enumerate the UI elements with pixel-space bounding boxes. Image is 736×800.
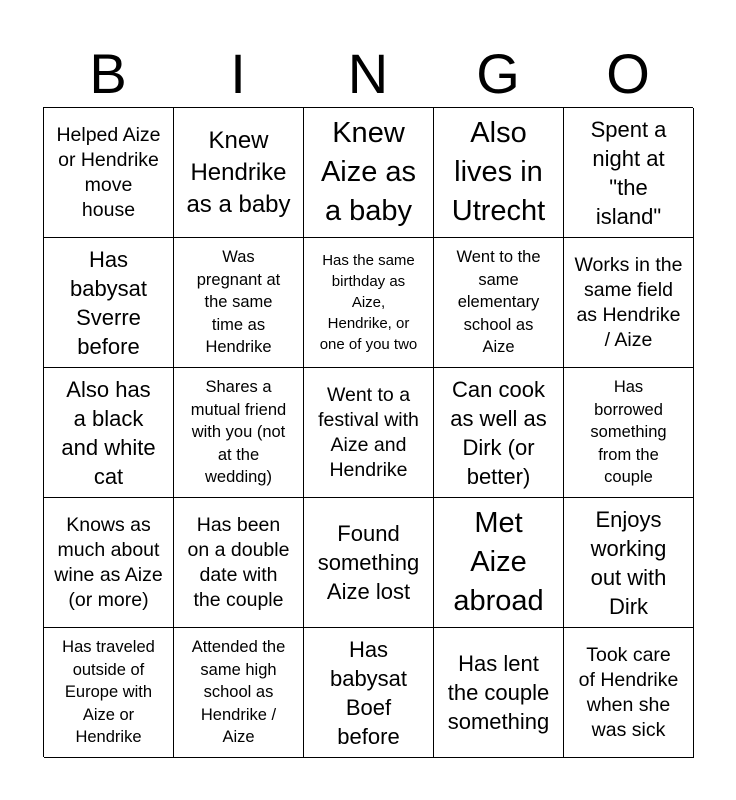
bingo-cell[interactable] bbox=[174, 368, 304, 498]
bingo-cell[interactable] bbox=[44, 368, 174, 498]
cell-text: Shares a mutual friend with you (not at the wedding) bbox=[190, 378, 287, 487]
bingo-cell[interactable] bbox=[44, 628, 174, 758]
cell-text: Has babysat Boef before bbox=[329, 636, 408, 749]
cell-text: Knew Hendrike as a baby bbox=[186, 126, 291, 218]
bingo-cell[interactable] bbox=[564, 238, 694, 368]
header-letter-i: I bbox=[230, 42, 246, 105]
cell-text: Went to the same elementary school as Aize bbox=[456, 248, 541, 357]
cell-text: Helped Aize or Hendrike move house bbox=[56, 123, 161, 221]
cell-text: Has babysat Sverre before bbox=[69, 246, 148, 359]
header-letter-b: B bbox=[89, 42, 127, 105]
cell-text: Knows as much about wine as Aize (or more) bbox=[54, 513, 163, 611]
bingo-cell[interactable] bbox=[564, 368, 694, 498]
cell-text: Met Aize abroad bbox=[453, 507, 544, 617]
bingo-cell[interactable] bbox=[44, 108, 174, 238]
bingo-cell[interactable] bbox=[174, 628, 304, 758]
bingo-cell[interactable] bbox=[434, 238, 564, 368]
cell-text: Knew Aize as a baby bbox=[320, 117, 417, 227]
cell-text: Was pregnant at the same time as Hendrike bbox=[196, 248, 281, 357]
bingo-cell[interactable] bbox=[304, 498, 434, 628]
cell-text: Has traveled outside of Europe with Aize or Hendrike bbox=[62, 638, 155, 747]
bingo-cell[interactable] bbox=[174, 108, 304, 238]
cell-text: Went to a festival with Aize and Hendrike bbox=[318, 383, 419, 481]
cell-text: Also lives in Utrecht bbox=[451, 117, 546, 227]
cell-text: Has the same birthday as Aize, Hendrike, or one of you two bbox=[319, 252, 418, 353]
bingo-cell[interactable] bbox=[564, 498, 694, 628]
cell-text: Has lent the couple something bbox=[447, 651, 550, 734]
cell-text: Works in the same field as Hendrike / Aize bbox=[574, 253, 683, 351]
cell-text: Can cook as well as Dirk (or better) bbox=[450, 376, 547, 489]
bingo-cell[interactable] bbox=[304, 628, 434, 758]
cell-text: Attended the same high school as Hendrike / Aize bbox=[191, 638, 286, 747]
bingo-cell[interactable] bbox=[44, 498, 174, 628]
header-letter-o: O bbox=[606, 42, 650, 105]
cell-text: Spent a night at "the island" bbox=[590, 116, 667, 229]
bingo-grid bbox=[43, 107, 693, 757]
bingo-cell[interactable] bbox=[564, 628, 694, 758]
bingo-cell[interactable] bbox=[304, 238, 434, 368]
bingo-cell[interactable] bbox=[434, 368, 564, 498]
bingo-cell[interactable] bbox=[304, 368, 434, 498]
header-letter-g: G bbox=[476, 42, 520, 105]
cell-text: Took care of Hendrike when she was sick bbox=[578, 643, 679, 741]
cell-text: Has been on a double date with the couple bbox=[187, 513, 290, 611]
bingo-cell[interactable] bbox=[174, 238, 304, 368]
bingo-cell[interactable] bbox=[564, 108, 694, 238]
header-letter-n: N bbox=[347, 42, 389, 105]
bingo-header bbox=[43, 42, 693, 106]
bingo-cell[interactable] bbox=[304, 108, 434, 238]
bingo-cell[interactable] bbox=[434, 498, 564, 628]
cell-text: Has borrowed something from the couple bbox=[590, 378, 667, 487]
cell-text: Also has a black and white cat bbox=[61, 376, 156, 489]
bingo-cell[interactable] bbox=[44, 238, 174, 368]
bingo-cell[interactable] bbox=[434, 108, 564, 238]
bingo-cell[interactable] bbox=[434, 628, 564, 758]
bingo-cell[interactable] bbox=[174, 498, 304, 628]
cell-text: Found something Aize lost bbox=[317, 521, 420, 604]
cell-text: Enjoys working out with Dirk bbox=[590, 506, 667, 619]
